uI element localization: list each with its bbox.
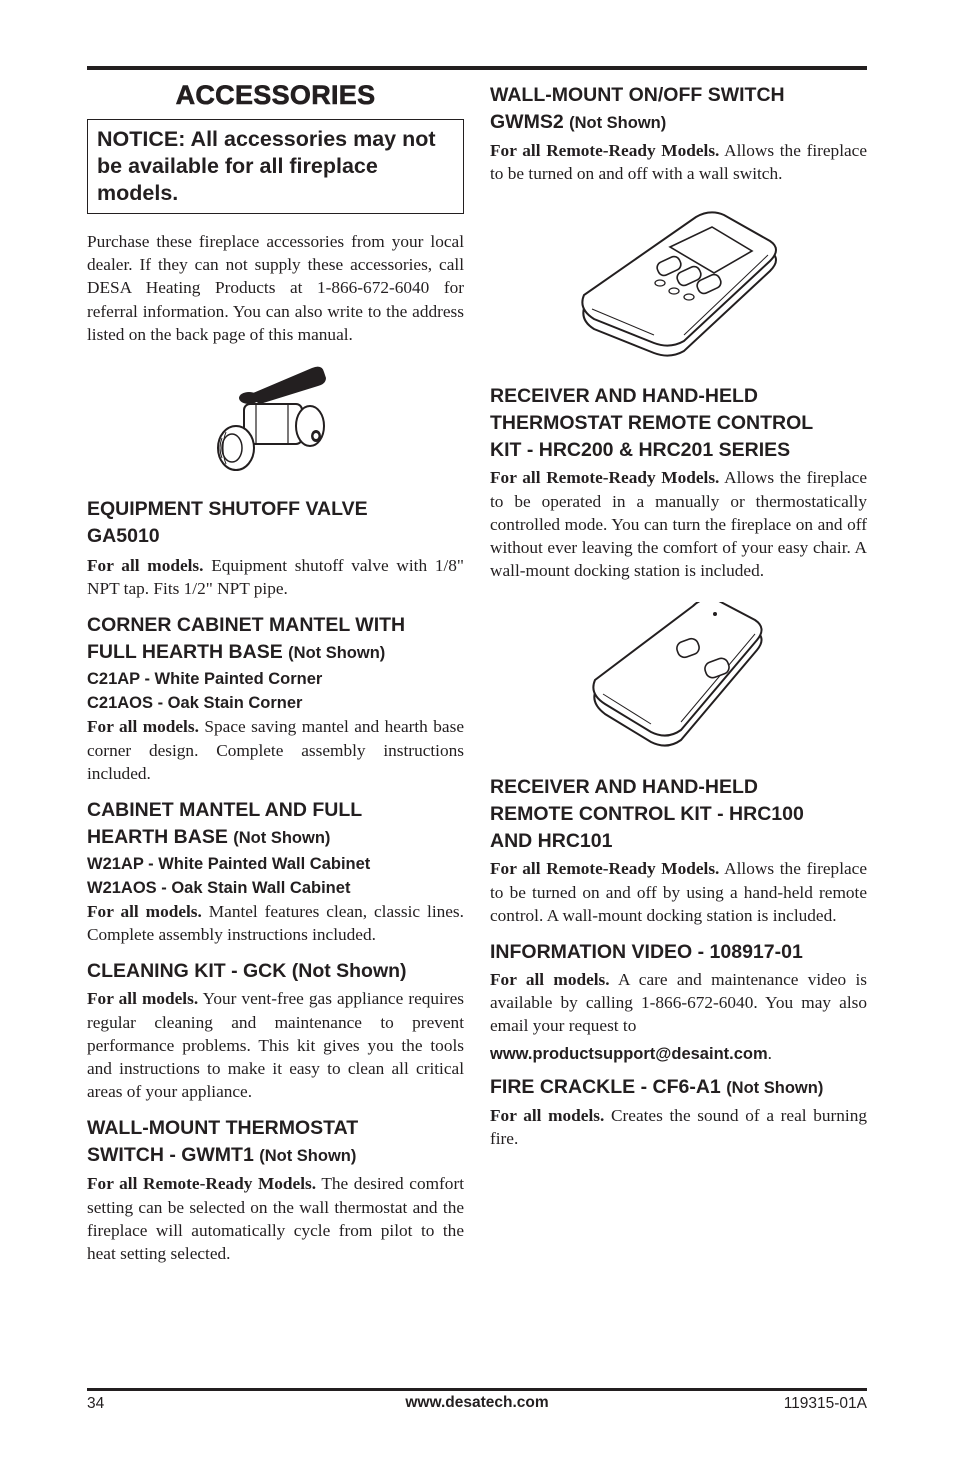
video-heading: INFORMATION VIDEO - 108917-01 xyxy=(490,941,803,964)
switch-heading: WALL-MOUNT ON/OFF SWITCH GWMS2 (Not Shown) xyxy=(490,84,785,133)
corner-sub-1: C21AP - White Painted Corner xyxy=(87,670,323,689)
footer-website[interactable]: www.desatech.com xyxy=(405,1394,549,1411)
cleaning-heading: CLEANING KIT - GCK (Not Shown) xyxy=(87,960,407,983)
valve-icon xyxy=(216,360,336,478)
video-url[interactable]: www.productsupport@desaint.com xyxy=(490,1044,768,1063)
switch-text: For all Remote-Ready Models. Allows the fireplace to be turned on and off with a wall switch. xyxy=(490,141,868,184)
corner-heading: CORNER CABINET MANTEL WITH FULL HEARTH BASE (Not Shown) xyxy=(87,614,406,664)
hrc200-heading: RECEIVER AND HAND-HELD THERMOSTAT REMOTE CONTROL KIT - HRC200 & HRC201 SERIES xyxy=(490,385,814,462)
thermostat-remote-illustration xyxy=(490,211,867,361)
doc-id: 119315-01A xyxy=(783,1395,867,1412)
hrc100-text: For all Remote-Ready Models. Allows the fireplace to be turned on and off by using a hand-held remote control. A wall-mount docking station is included. xyxy=(490,859,868,925)
shutoff-text: For all models. Equipment shutoff valve with 1/8" NPT tap. Fits 1/2" NPT pipe. xyxy=(87,556,464,599)
right-column xyxy=(490,82,867,1150)
crackle-text: For all models. Creates the sound of a real burning fire. xyxy=(490,1105,868,1149)
hrc200-text: For all Remote-Ready Models. Allows the fireplace to be operated in a manually or thermostatically controlled mode. You can turn the fireplace on and off without ever leaving the comfort of your easy chair. A wall-mount docking station is included. xyxy=(490,468,868,581)
cabinet-sub-1: W21AP - White Painted Wall Cabinet xyxy=(87,855,371,874)
thermostat-heading: WALL-MOUNT THERMOSTAT SWITCH - GWMT1 (Not Shown) xyxy=(87,1117,359,1167)
shutoff-valve-illustration xyxy=(87,360,464,478)
thermostat-text: For all Remote-Ready Models. The desired comfort setting can be selected on the wall thermostat and the fireplace will automatically cycle from pilot to the heat setting selected. xyxy=(87,1174,464,1264)
hrc100-heading: RECEIVER AND HAND-HELD REMOTE CONTROL KIT - HRC100 AND HRC101 xyxy=(490,776,804,853)
cleaning-text: For all models. Your vent-free gas appliance requires regular cleaning and maintenance to prevent performance problems. This kit gives you the tools and instructions to make it easy to clean all critical areas of your appliance. xyxy=(87,989,464,1102)
left-column xyxy=(87,80,464,1265)
cabinet-text: For all models. Mantel features clean, classic lines. Complete assembly instructions included. xyxy=(87,902,464,945)
intro-paragraph: Purchase these fireplace accessories from your local dealer. If they can not supply these accessories, call DESA Heating Products at 1-866-672-6040 for referral information. You can also write to the address listed on the back page of this manual. xyxy=(87,232,464,344)
corner-sub-2: C21AOS - Oak Stain Corner xyxy=(87,694,303,713)
top-rule xyxy=(87,66,867,70)
bottom-rule xyxy=(87,1388,867,1391)
crackle-heading: FIRE CRACKLE - CF6-A1 (Not Shown) xyxy=(490,1075,824,1098)
video-text: For all models. A care and maintenance video is available by calling 1-866-672-6040. You may also email your request to xyxy=(490,970,867,1036)
remote-control-illustration xyxy=(490,602,867,752)
cabinet-sub-2: W21AOS - Oak Stain Wall Cabinet xyxy=(87,879,351,898)
shutoff-heading: EQUIPMENT SHUTOFF VALVE GA5010 xyxy=(87,498,368,548)
thermostat-remote-icon xyxy=(574,211,784,361)
cabinet-heading: CABINET MANTEL AND FULL HEARTH BASE (Not Shown) xyxy=(87,799,363,849)
remote-control-icon xyxy=(589,602,769,752)
video-url-line: www.productsupport@desaint.com. xyxy=(490,1043,772,1063)
page-title: ACCESSORIES xyxy=(175,80,376,110)
page-number: 34 xyxy=(87,1395,105,1412)
corner-text: For all models. Space saving mantel and hearth base corner design. Complete assembly instructions included. xyxy=(87,717,464,783)
notice-box: NOTICE: All accessories may not be available for all fireplace models. xyxy=(87,119,464,214)
